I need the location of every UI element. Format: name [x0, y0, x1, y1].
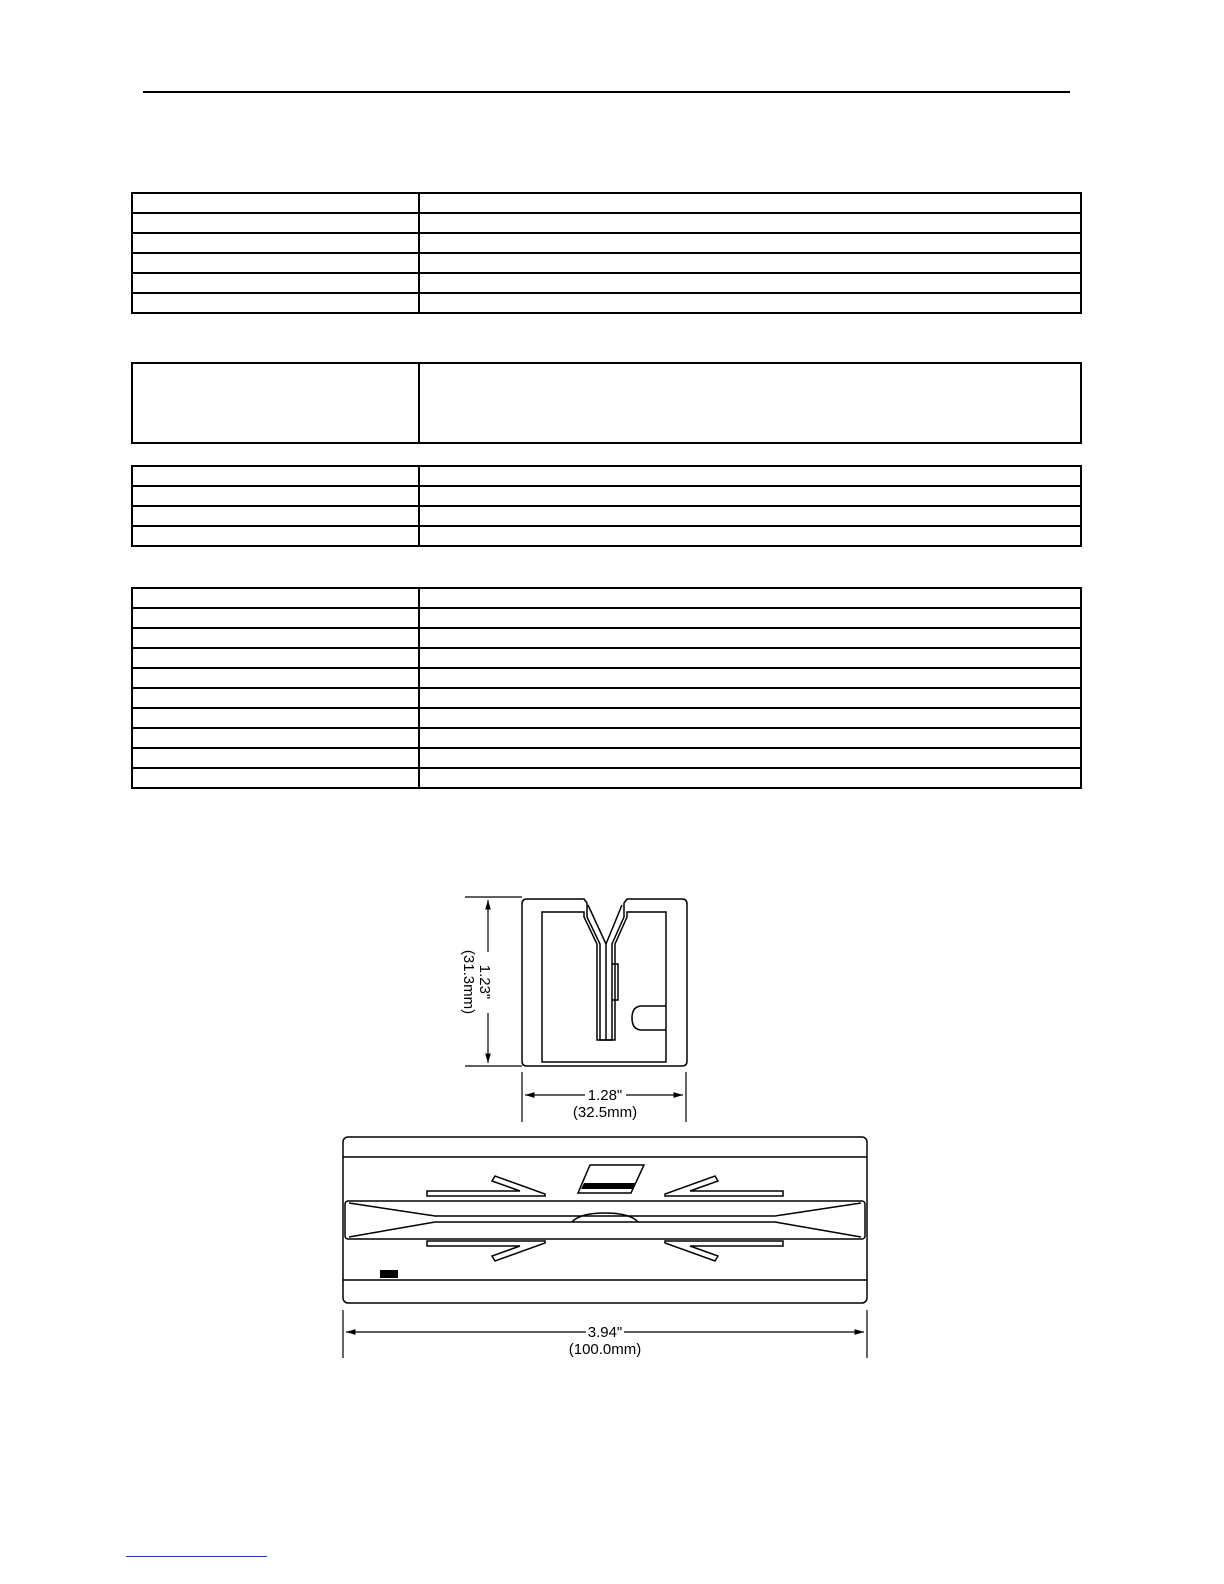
footer-link-underline[interactable] [126, 1556, 267, 1557]
magstripe-icon [581, 1183, 635, 1189]
height-mm-label: (31.3mm) [460, 949, 477, 1015]
side-view [522, 899, 687, 1066]
front-view [343, 1137, 867, 1303]
depth-inches-label: 1.28" [587, 1087, 623, 1104]
length-inches-label: 3.94" [587, 1324, 623, 1341]
height-inches-label: 1.23" [476, 964, 493, 1000]
depth-mm-label: (32.5mm) [572, 1104, 638, 1121]
length-mm-label: (100.0mm) [568, 1341, 642, 1358]
status-led [380, 1270, 398, 1278]
